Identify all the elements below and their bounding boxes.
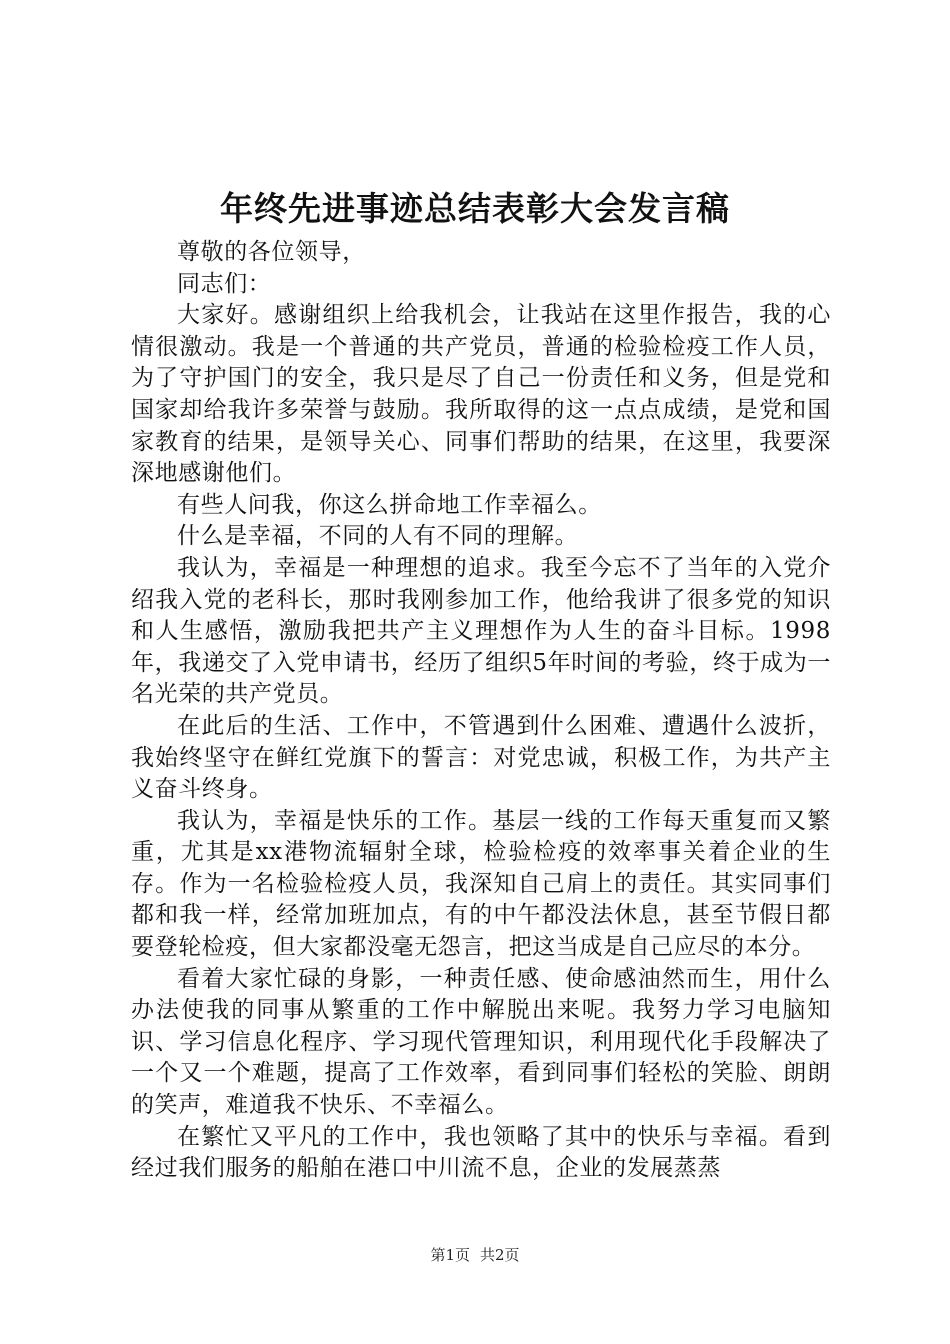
paragraph: 在繁忙又平凡的工作中，我也领略了其中的快乐与幸福。看到经过我们服务的船舶在港口中川流不息，企业的发展蒸蒸 bbox=[131, 1123, 831, 1182]
paragraph: 看着大家忙碌的身影，一种责任感、使命感油然而生，用什么办法使我的同事从繁重的工作中解脱出来呢。我努力学习电脑知识、学习信息化程序、学习现代管理知识，利用现代化手段解决了一个又一个难题，提高了工作效率，看到同事们轻松的笑脸、朗朗的笑声，难道我不快乐、不幸福么。 bbox=[131, 965, 831, 1119]
paragraph: 我认为，幸福是一种理想的追求。我至今忘不了当年的入党介绍我入党的老科长，那时我刚参加工作，他给我讲了很多党的知识和人生感悟，激励我把共产主义理想作为人生的奋斗目标。1998年，我递交了入党申请书，经历了组织5年时间的考验，终于成为一名光荣的共产党员。 bbox=[131, 554, 831, 708]
paragraph-salutation-2: 同志们： bbox=[177, 270, 272, 297]
page-number-total: 共2页 bbox=[480, 1246, 520, 1264]
paragraph: 在此后的生活、工作中，不管遇到什么困难、遭遇什么波折，我始终坚守在鲜红党旗下的誓言：对党忠诚，积极工作，为共产主义奋斗终身。 bbox=[131, 712, 831, 803]
paragraph: 大家好。感谢组织上给我机会，让我站在这里作报告，我的心情很激动。我是一个普通的共产党员，普通的检验检疫工作人员，为了守护国门的安全，我只是尽了自己一份责任和义务，但是党和国家却给我许多荣誉与鼓励。我所取得的这一点点成绩，是党和国家教育的结果，是领导关心、同事们帮助的结果，在这里，我要深深地感谢他们。 bbox=[131, 302, 831, 487]
document-body bbox=[131, 237, 831, 1185]
page-number-current: 第1页 bbox=[430, 1246, 470, 1264]
paragraph: 有些人问我，你这么拼命地工作幸福么。 bbox=[177, 491, 602, 518]
document-title: 年终先进事迹总结表彰大会发言稿 bbox=[220, 189, 730, 228]
paragraph-salutation: 尊敬的各位领导， bbox=[177, 239, 366, 265]
paragraph: 什么是幸福，不同的人有不同的理解。 bbox=[177, 523, 579, 550]
page-footer bbox=[0, 1245, 950, 1265]
paragraph: 我认为，幸福是快乐的工作。基层一线的工作每天重复而又繁重，尤其是xx港物流辐射全球，检验检疫的效率事关着企业的生存。作为一名检验检疫人员，我深知自己肩上的责任。其实同事们都和我一样，经常加班加点，有的中午都没法休息，甚至节假日都要登轮检疫，但大家都没毫无怨言，把这当成是自己应尽的本分。 bbox=[131, 807, 831, 961]
